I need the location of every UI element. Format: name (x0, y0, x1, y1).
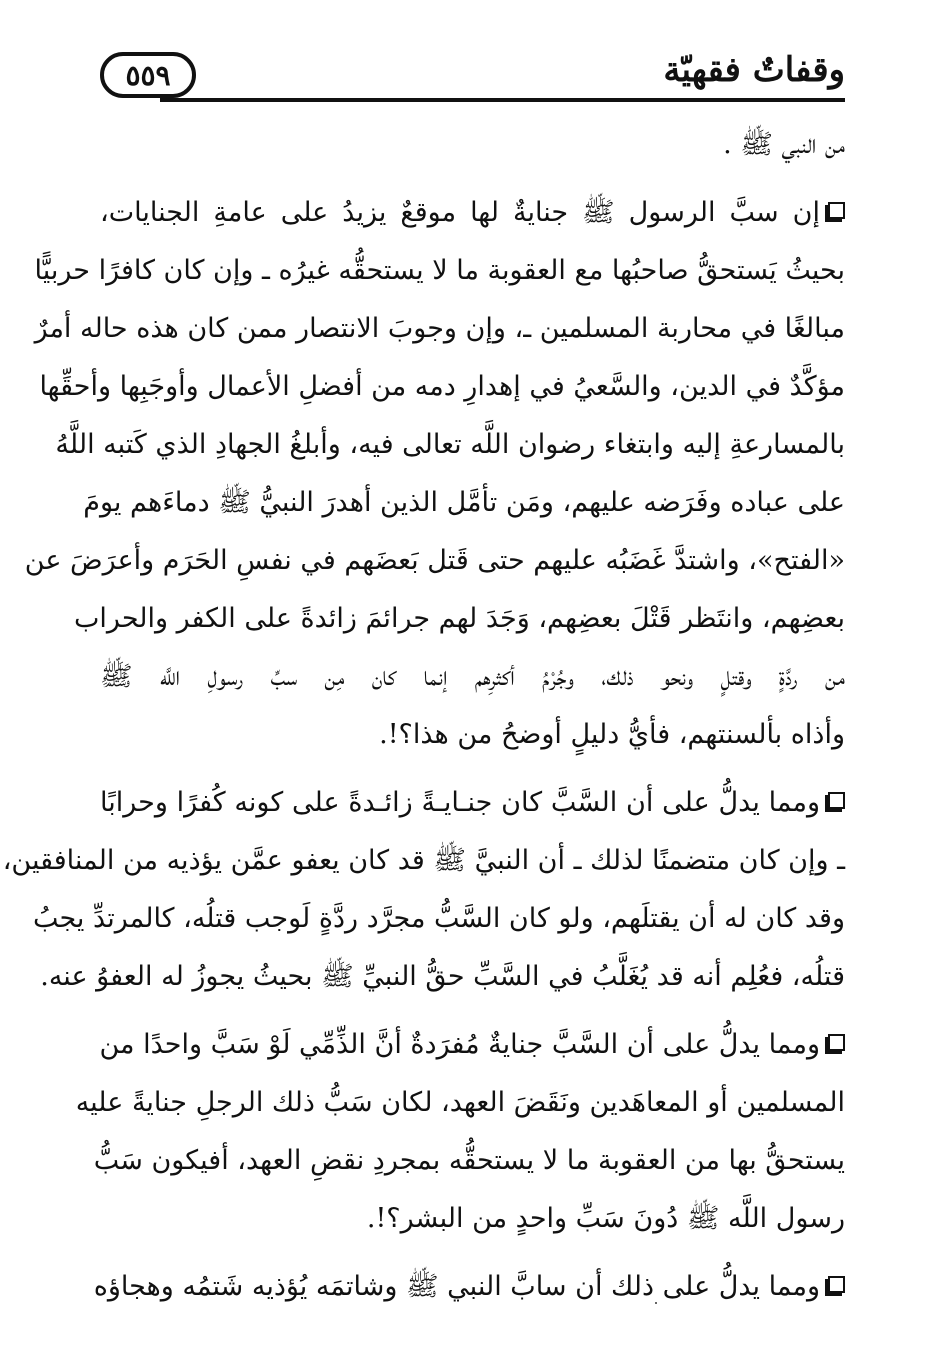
paragraph-gap (100, 1006, 845, 1016)
text-line: بعضِهم، وانتَظر قَتْلَ بعضِهم، وَجَدَ لهم جرائمَ زائدةً على الكفر والحراب (74, 603, 845, 634)
text-line: على عباده وفَرَضه عليهم، ومَن تأمَّل الذين أهدرَ النبيُّ ﷺ دماءَهم يومَ (83, 487, 845, 518)
header-rule (160, 98, 845, 102)
text-line: قتلُه، فعُلِم أنه قد يُغَلَّبُ في السَّبِّ حقُّ النبيِّ ﷺ بحيثُ يجوزُ له العفوُ عنه. (40, 961, 845, 992)
paragraph-gap (100, 174, 845, 184)
text-line (93, 1258, 845, 1316)
bullet-icon (828, 792, 845, 809)
page-number: ٥٥٩ (125, 58, 171, 92)
paragraph-gap (100, 764, 845, 774)
page-number-badge (100, 52, 196, 98)
text-line (100, 774, 845, 832)
text-line-content: ومما يدلُّ على أن السَّبَّ كان جنـايـةً زائـدةً على كونه كُفرًا وحرابًا (100, 787, 820, 818)
bullet-icon (828, 1276, 845, 1293)
text-line: «الفتح»، واشتدَّ غَضَبُه عليهم حتى قَتل بَعضَهم في نفسِ الحَرَم وأعرَضَ عن (24, 545, 845, 576)
page-body (2, 116, 845, 1316)
text-line: يستحقُّ بها من العقوبة ما لا يستحقُّه بمجردِ نقضِ العهد، أفيكون سَبُّ (93, 1145, 845, 1176)
text-line-content: إن سبَّ الرسول ﷺ جنايةٌ لها موقعٌ يزيدُ على عامةِ الجنايات، (100, 197, 820, 228)
text-line (100, 1016, 845, 1074)
text-line: بالمسارعةِ إليه وابتغاء رضوان اللَّه تعالى فيه، وأبلغُ الجهادِ الذي كَتبه اللَّهُ (55, 429, 845, 460)
text-line: مبالغًا في محاربة المسلمين ـ، وإن وجوبَ الانتصار ممن كان هذه حاله أمرٌ (34, 313, 845, 344)
scan-speck (655, 1302, 657, 1304)
text-line: من ردَّةٍ وقتلٍ ونحو ذلك، وجُرْمُ أكثرِهم إنما كان مِن سبِّ رسولِ اللَّه ﷺ (100, 661, 845, 692)
bullet-icon (828, 1034, 845, 1051)
text-line (100, 184, 845, 242)
running-title: وقفاتٌ فقهيّة (663, 50, 845, 90)
text-line-content: ومما يدلُّ على أن السَّبَّ جنايةٌ مُفرَدةٌ أنَّ الذِّمِّي لَوْ سَبَّ واحدًا من (99, 1029, 820, 1060)
text-line: ـ وإن كان متضمنًا لذلك ـ أن النبيَّ ﷺ قد كان يعفو عمَّن يؤذيه من المنافقين، (2, 845, 845, 876)
text-line: من النبي ﷺ . (723, 129, 845, 160)
text-line: بحيثُ يَستحقُّ صاحبُها مع العقوبة ما لا يستحقُّه غيرُه ـ وإن كان كافرًا حربيًّا (34, 255, 845, 286)
bullet-icon (828, 202, 845, 219)
page-header (100, 48, 845, 108)
text-line: وأذاه بألسنتهم، فأيُّ دليلٍ أوضحُ من هذا؟!. (379, 719, 845, 750)
text-line: رسول اللَّه ﷺ دُونَ سَبِّ واحدٍ من البشر؟!. (366, 1203, 845, 1234)
text-line: مؤكَّدٌ في الدين، والسَّعيُ في إهدارِ دمه من أفضلِ الأعمال وأوجَبِها وأحقِّها (39, 371, 845, 402)
text-line: المسلمين أو المعاهَدين ونَقَضَ العهد، لكان سَبُّ ذلك الرجلِ جنايةً عليه (75, 1087, 845, 1118)
paragraph-gap (100, 1248, 845, 1258)
text-line-content: ومما يدلُّ على ذلك أن سابَّ النبي ﷺ وشاتمَه يُؤذيه شَتمُه وهجاؤه (93, 1271, 820, 1302)
text-line: وقد كان له أن يقتلَهم، ولو كان السَّبُّ مجرَّد ردَّةٍ لَوجب قتلُه، كالمرتدِّ يجبُ (32, 903, 845, 934)
